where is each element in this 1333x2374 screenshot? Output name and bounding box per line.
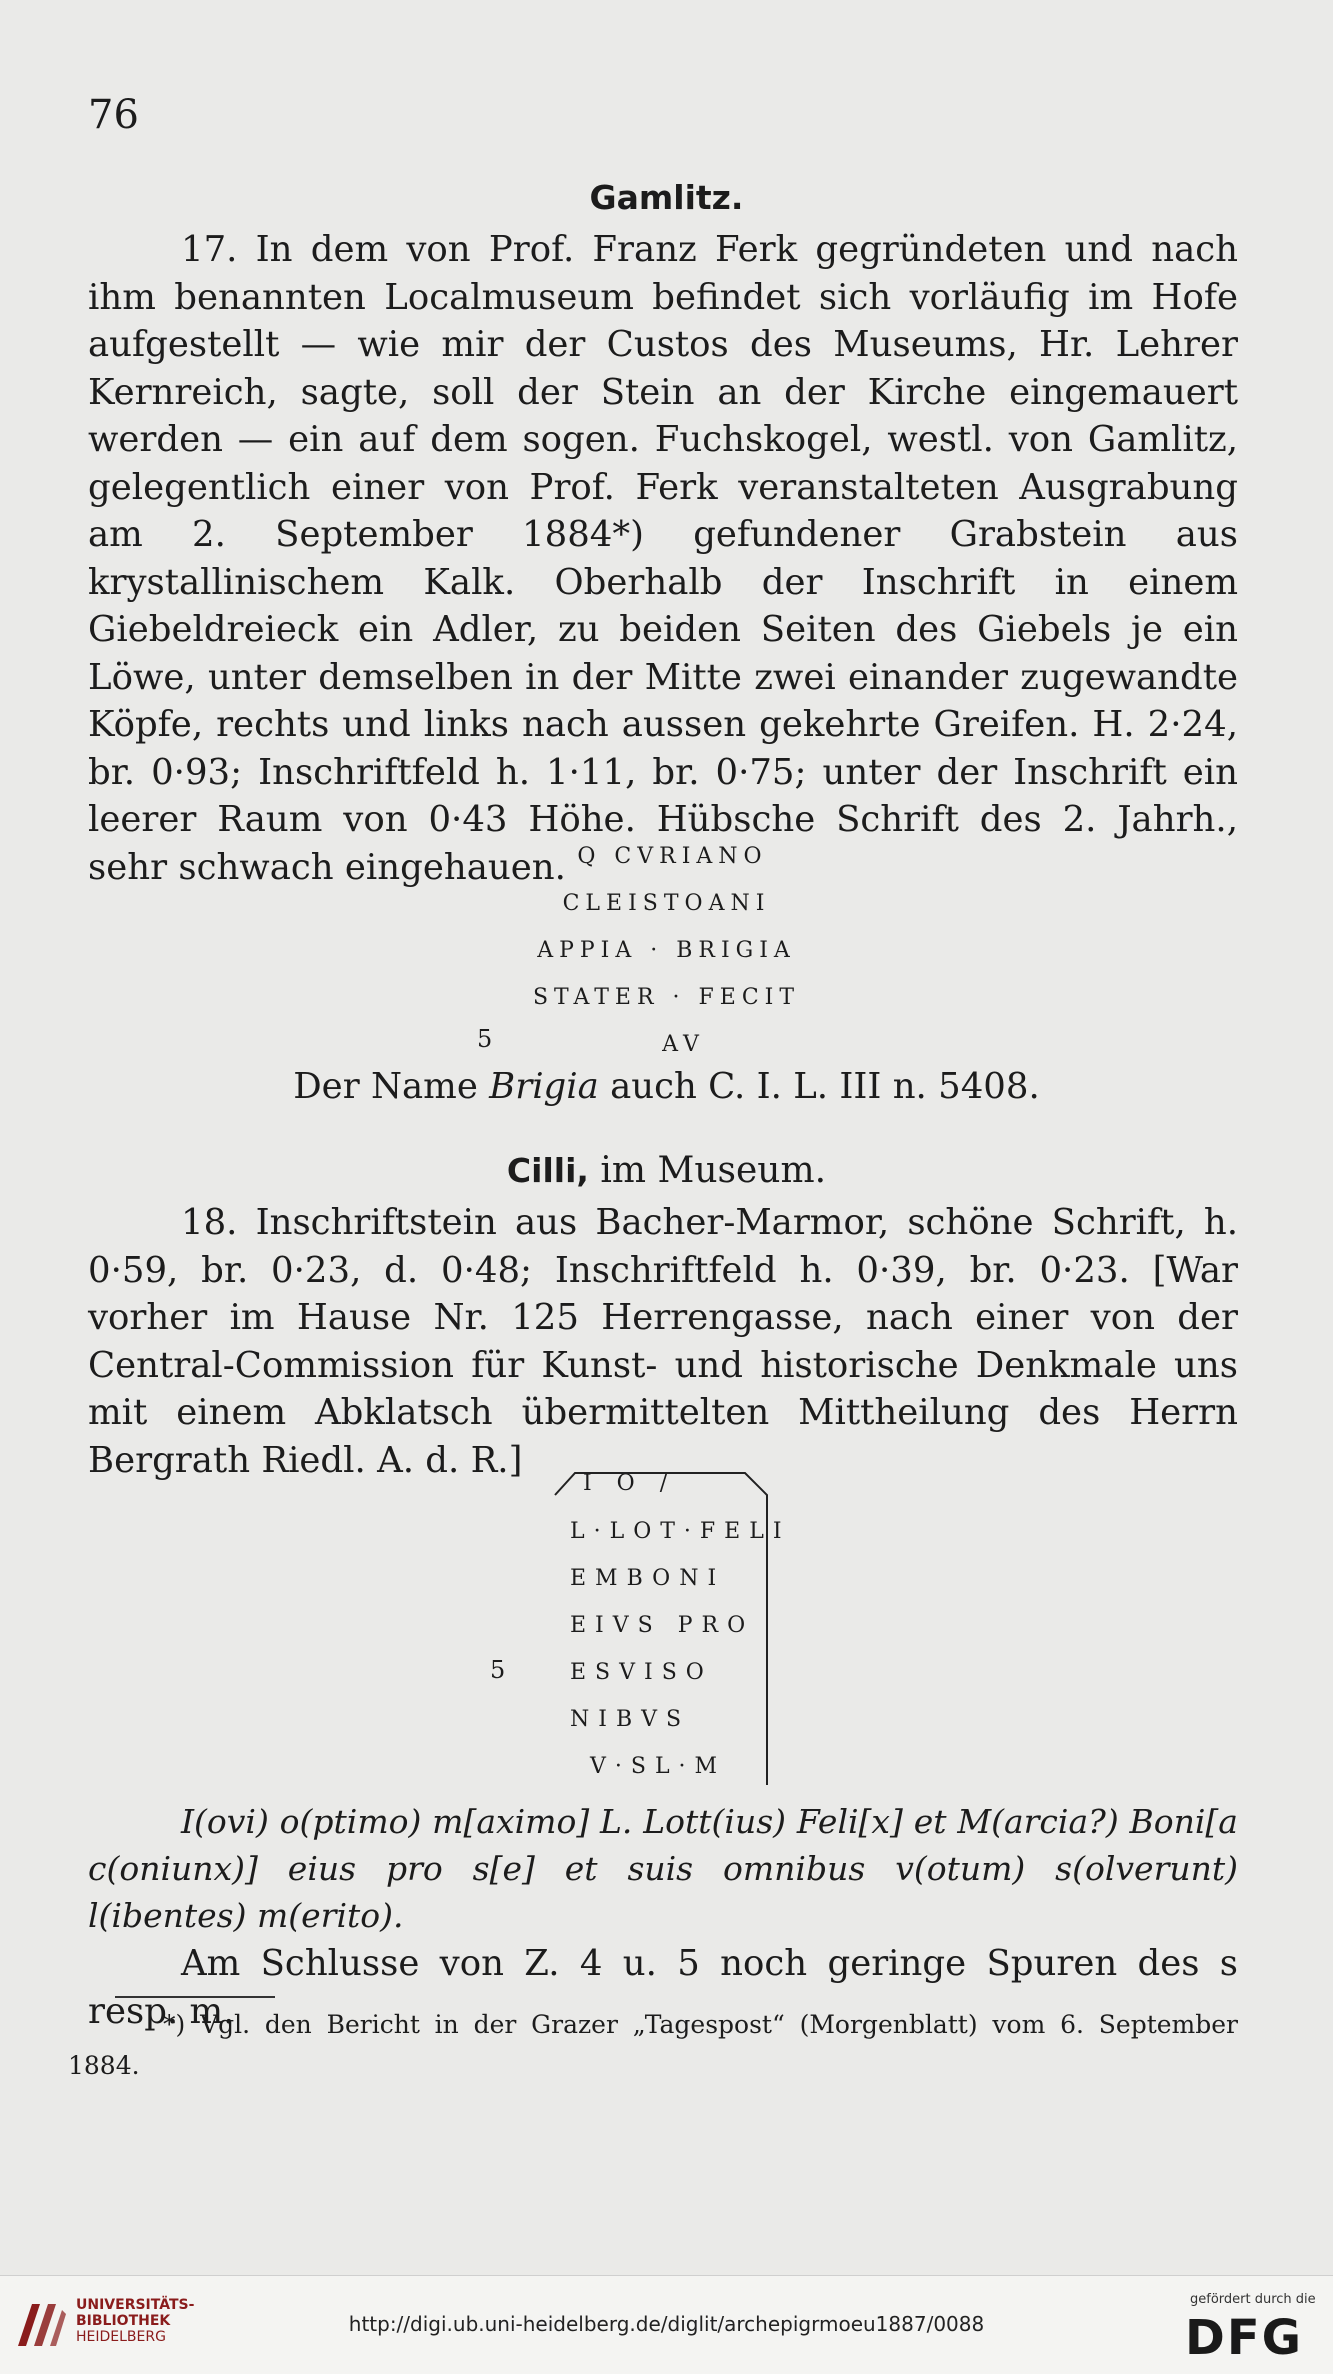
inscription-line: STATER · FECIT [532,985,801,1010]
section-heading-gamlitz: Gamlitz. [589,178,744,217]
stone-line: EMBONI [570,1566,726,1591]
reference-post: auch C. I. L. III n. 5408. [598,1066,1040,1107]
paragraph-18: 18. Inschriftstein aus Bacher-Marmor, schöne Schrift, h. 0·59, br. 0·23, d. 0·48; Inschriftfeld h. 0·39, br. 0·23. [War vorher im Hause Nr. 125 Herrengasse, nach einer von der Central-Commission für Kunst- und historische Denkmale uns mit einem Abklatsch übermittelten Mittheilung des Herrn Bergrath Riedl. A. d. R.] [88,1202,1238,1481]
heading-cilli: Cilli, [506,1151,589,1190]
library-line-3: HEIDELBERG [76,2329,166,2345]
paragraph-17: 17. In dem von Prof. Franz Ferk gegründeten und nach ihm benannten Localmuseum befindet sich vorläufig im Hofe aufgestellt — wie mir der Custos des Museums, Hr. Lehrer Kernreich, sagte, soll der Stein an der Kirche eingemauert werden — ein auf dem sogen. Fuchskogel, westl. von Gamlitz, gelegentlich einer von Prof. Ferk veranstalteten Ausgrabung am 2. September 1884*) gefundener Grabstein aus krystallinischem Kalk. Oberhalb der Inschrift in einem Giebeldreieck ein Adler, zu beiden Seiten des Giebels je ein Löwe, unter demselben in der Mitte zwei einander zugewandte Köpfe, rechts und links nach aussen gekehrte Greifen. H. 2·24, br. 0·93; Inschriftfeld h. 1·11, br. 0·75; unter der Inschrift ein leerer Raum von 0·43 Höhe. Hübsche Schrift des 2. Jahrh., sehr schwach eingehauen. [88,229,1238,888]
heading-cilli-sub: im Museum. [588,1150,827,1191]
inscription-stone-drawing [545,1465,791,1785]
reference-pre: Der Name [293,1066,490,1107]
stone-line: EIVS PRO [570,1613,755,1638]
inscription-reading: I(ovi) o(ptimo) m[aximo] L. Lott(ius) Feli[x] et M(arcia?) Boni[a c(oniunx)] eius pro s[e] et suis omnibus v(otum) s(olverunt) l(ibentes) m(erito). [88,1802,1238,1935]
dfg-logo: DFG [1185,2310,1304,2366]
funded-by-label: gefördert durch die [1190,2292,1316,2307]
line-number: 5 [490,1656,506,1684]
reference-italic: Brigia [489,1066,599,1107]
inscription-line: AV [662,1032,705,1057]
line-number: 5 [477,1025,493,1053]
stone-line: V·SL·M [590,1754,727,1779]
permalink-url[interactable]: http://digi.ub.uni-heidelberg.de/diglit/archepigrmoeu1887/0088 [348,2312,985,2336]
footnote: *) Vgl. den Bericht in der Grazer „Tagespost“ (Morgenblatt) vom 6. September 1884. [68,2010,1238,2080]
footnote-rule [115,1996,275,1998]
inscription-line: CLEISTOANI [562,891,771,916]
stone-line: NIBVS [570,1707,691,1732]
page-number: 76 [88,92,139,138]
stone-line: L·LOT·FELI [570,1519,791,1544]
stone-line: ESVISO [570,1660,713,1685]
reference-line [0,1066,1333,1107]
stone-line: I O / [583,1471,677,1496]
inscription-line: Q CVRIANO [577,844,768,869]
library-line-2: BIBLIOTHEK [76,2313,171,2329]
inscription-line: APPIA · BRIGIA [537,938,796,963]
library-line-1: UNIVERSITÄTS- [76,2297,195,2313]
section-heading-cilli [0,1150,1333,1191]
closing-note: Am Schlusse von Z. 4 u. 5 noch geringe Spuren des s resp. m. [88,1943,1238,2032]
